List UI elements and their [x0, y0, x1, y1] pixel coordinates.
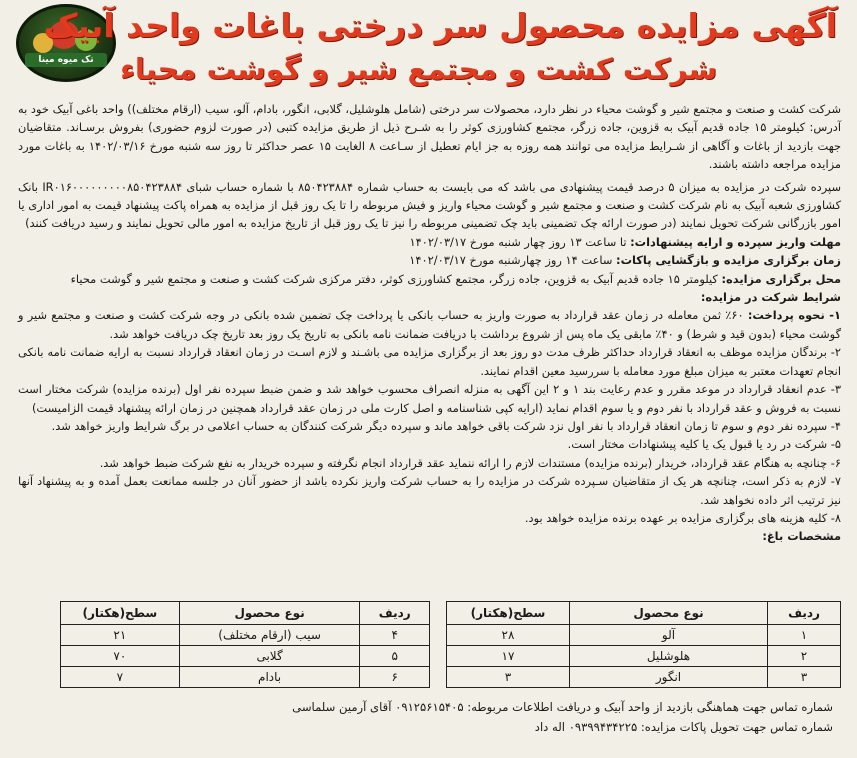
table-row — [61, 646, 430, 667]
company-name: شرکت کشت و مجتمع شیر و گوشت محیاء — [120, 52, 717, 86]
intro-paragraph: شرکت کشت و صنعت و مجتمع شیر و گوشت محیاء در نظر دارد، محصولات سر درختی (شامل هلوشلیل، گلابی، انگور، بادام، آلو، سیب (ارقام مختلف)) واحد باغی آبیک خود به آدرس: کیلومتر ۱۵ جاده قدیم آبیک به قزوین، جاده زرگر، مجتمع کشاورزی کوثر را به شـرح ذیل از طریق مزایده کتبی (در صورت لزوم حضوری) بفروش برسـاند. متقاضیان جهت بازدید از باغات و آگاهی از شـرایط مزایده می توانند همه روزه به جز ایام تعطیل از سـاعت ۸ الغایت ۱۵ عصر حداکثر تا روز سه شنبه مورخ ۱۴۰۲/۰۳/۱۶ به باغات مورد مزایده مراجعه داشته باشند. — [18, 102, 842, 172]
contact-info — [18, 697, 833, 737]
product-name: هلوشلیل — [570, 646, 768, 667]
orchard-table-left — [60, 601, 430, 688]
condition-1-text: ۶۰٪ ثمن معامله در زمان عقد قرارداد به صورت واریز به حساب بانکی یا پرداخت چک تضمین شده بانکی در وجه شرکت کشت و صنعت و مجتمع شیر و گوشت محیاء (بدون قید و شرط) و ۴۰٪ مابقی یک ماه پس از شروع برداشت با دریافت ضمانت نامه بانکی به تاریخ یک روز بعد تاریخ چک دریافت خواهد شد. — [18, 308, 841, 341]
logo-ribbon: تک میوه مینا — [25, 53, 107, 67]
area-value: ۱۷ — [447, 646, 570, 667]
session-value: ساعت ۱۴ روز چهارشنبه مورخ ۱۴۰۲/۰۳/۱۷ — [409, 253, 617, 268]
condition-2: ۲- برندگان مزایده موظف به انعقاد قرارداد حداکثر ظرف مدت دو روز بعد از برگزاری مزایده می باشـند و لازم اسـت در زمان انعقاد قرارداد نسبت به ارایه ضمانت نامه بانکی انجام تعهدات معتبر به میزان مبلغ مورد معامله با سررسید معین اقدام نمایند. — [18, 345, 841, 378]
area-value: ۲۸ — [447, 625, 570, 646]
venue-label: محل برگزاری مزایده: — [721, 271, 841, 286]
product-name: سیب (ارقام مختلف) — [179, 625, 360, 646]
table-header-row — [61, 602, 430, 625]
product-name: آلو — [570, 625, 768, 646]
row-number: ۶ — [360, 667, 430, 688]
table-row — [61, 625, 430, 646]
deadline-label: مهلت واریز سپرده و ارایه پیشنهادات: — [630, 234, 841, 249]
header-row-number: ردیف — [360, 602, 430, 625]
area-value: ۷۰ — [61, 646, 180, 667]
header-product: نوع محصول — [570, 602, 768, 625]
notice-body — [18, 100, 841, 546]
venue-value: کیلومتر ۱۵ جاده قدیم آبیک به قزوین، جاده زرگر، مجتمع کشاورزی کوثر، دفتر مرکزی شرکت کشت و صنعت و مجتمع شیر و گوشت محیاء — [70, 271, 722, 286]
table-row — [447, 646, 841, 667]
condition-6: ۶- چنانچه به هنگام عقد قرارداد، خریدار (برنده مزایده) مستندات لازم را ارائه ننماید عقد قرارداد انجام نگرفته و سپرده خریدار به نفع شرکت ضبط خواهد شد. — [99, 455, 841, 470]
area-value: ۳ — [447, 667, 570, 688]
table-header-row — [447, 602, 841, 625]
table-row — [447, 625, 841, 646]
deadline-value: تا ساعت ۱۳ روز چهار شنبه مورخ ۱۴۰۲/۰۳/۱۷ — [409, 234, 631, 249]
header-product: نوع محصول — [179, 602, 360, 625]
condition-8: ۸- کلیه هزینه های برگزاری مزایده بر عهده برنده مزایده خواهد بود. — [524, 510, 841, 525]
header-row-number: ردیف — [768, 602, 841, 625]
condition-7: ۷- لازم به ذکر است، چنانچه هر یک از متقاضیان سـپرده شرکت در مزایده را به حساب شرکت واریز نکرده باشد از حضور آنان در جلسه ممانعت بعمل آمده و به پیشنهاد آنها نیز ترتیب اثر داده نخواهد شد. — [18, 474, 841, 507]
deadline-line — [18, 233, 841, 251]
table-row — [61, 667, 430, 688]
product-name: گلابی — [179, 646, 360, 667]
specs-title: مشخصات باغ: — [762, 529, 841, 544]
product-name: بادام — [179, 667, 360, 688]
contact-envelopes: شماره تماس جهت تحویل پاکات مزایده: ۰۹۳۹۹۴۳۴۲۲۵ اله داد — [534, 720, 833, 734]
header-area: سطح(هکتار) — [447, 602, 570, 625]
table-row — [447, 667, 841, 688]
orchard-table-right — [446, 601, 841, 688]
condition-1 — [18, 306, 841, 343]
condition-4: ۴- سپرده نفر دوم و سوم تا زمان انعقاد قرارداد با نفر اول نزد شرکت باقی خواهد ماند و سپرده دیگر شرکت کنندگان به حساب اعلامی در برگ شرایط واریز خواهد شد. — [51, 418, 841, 433]
row-number: ۱ — [768, 625, 841, 646]
deposit-paragraph: سپرده شرکت در مزایده به میزان ۵ درصد قیمت پیشنهادی می باشد که می بایست به حساب شماره ۸۵۰۴۲۳۸۸۴ با شماره حساب شبای IR۰۱۶۰۰۰۰۰۰۰۰۰۸۵۰۴۲۳۸۸۴ بانک کشاورزی شعبه آبیک به نام شرکت کشت و صنعت و مجتمع شیر و گوشت محیاء واریز و فیش مربوطه را تا یک روز قبل از مزایده به همراه پاکت پیشنهاد قیمت به امور اداری یا امور بازرگانی شرکت تحویل نمایند (در صورت ارائه چک تضمینی باید چک تضمینی مربوطه را نیز تا یک روز قبل از تاریخ مزایده به امور مالی تحویل نمایند و رسید دریافت کنند) — [18, 179, 841, 231]
condition-5: ۵- شرکت در رد یا قبول یک یا کلیه پیشنهادات مختار است. — [567, 437, 841, 452]
row-number: ۴ — [360, 625, 430, 646]
row-number: ۲ — [768, 646, 841, 667]
session-label: زمان برگزاری مزایده و بازگشایی پاکات: — [616, 253, 841, 268]
contact-visit: شماره تماس جهت هماهنگی بازدید از واحد آبیک و دریافت اطلاعات مربوطه: ۰۹۱۲۵۶۱۵۴۰۵ آقای آرمین سلماسی — [292, 700, 833, 714]
product-name: انگور — [570, 667, 768, 688]
notice-title: آگهی مزایده محصول سر درختی باغات واحد آبیک — [43, 6, 837, 45]
area-value: ۷ — [61, 667, 180, 688]
area-value: ۲۱ — [61, 625, 180, 646]
session-line — [18, 251, 841, 269]
condition-3: ۳- عدم انعقاد قرارداد در موعد مقرر و عدم رعایت بند ۱ و ۲ این آگهی به منزله انصراف محسوب خواهد شد و ضمن ضبط سپرده نفر اول (برنده مزایده) شرکت مختار است نسبت به فروش و عقد قرارداد با نفر دوم و یا سوم اقدام نماید (ارایه کپی شناسنامه و اصل کارت ملی در زمان عقد قرارداد همچنین در زمان ارائه پیشنهاد قیمت الزامیست) — [18, 382, 841, 415]
header-area: سطح(هکتار) — [61, 602, 180, 625]
condition-1-label: ۱- نحوه پرداخت: — [747, 308, 841, 323]
row-number: ۳ — [768, 667, 841, 688]
row-number: ۵ — [360, 646, 430, 667]
venue-line — [18, 270, 841, 288]
conditions-title: شرایط شرکت در مزایده: — [700, 290, 841, 305]
